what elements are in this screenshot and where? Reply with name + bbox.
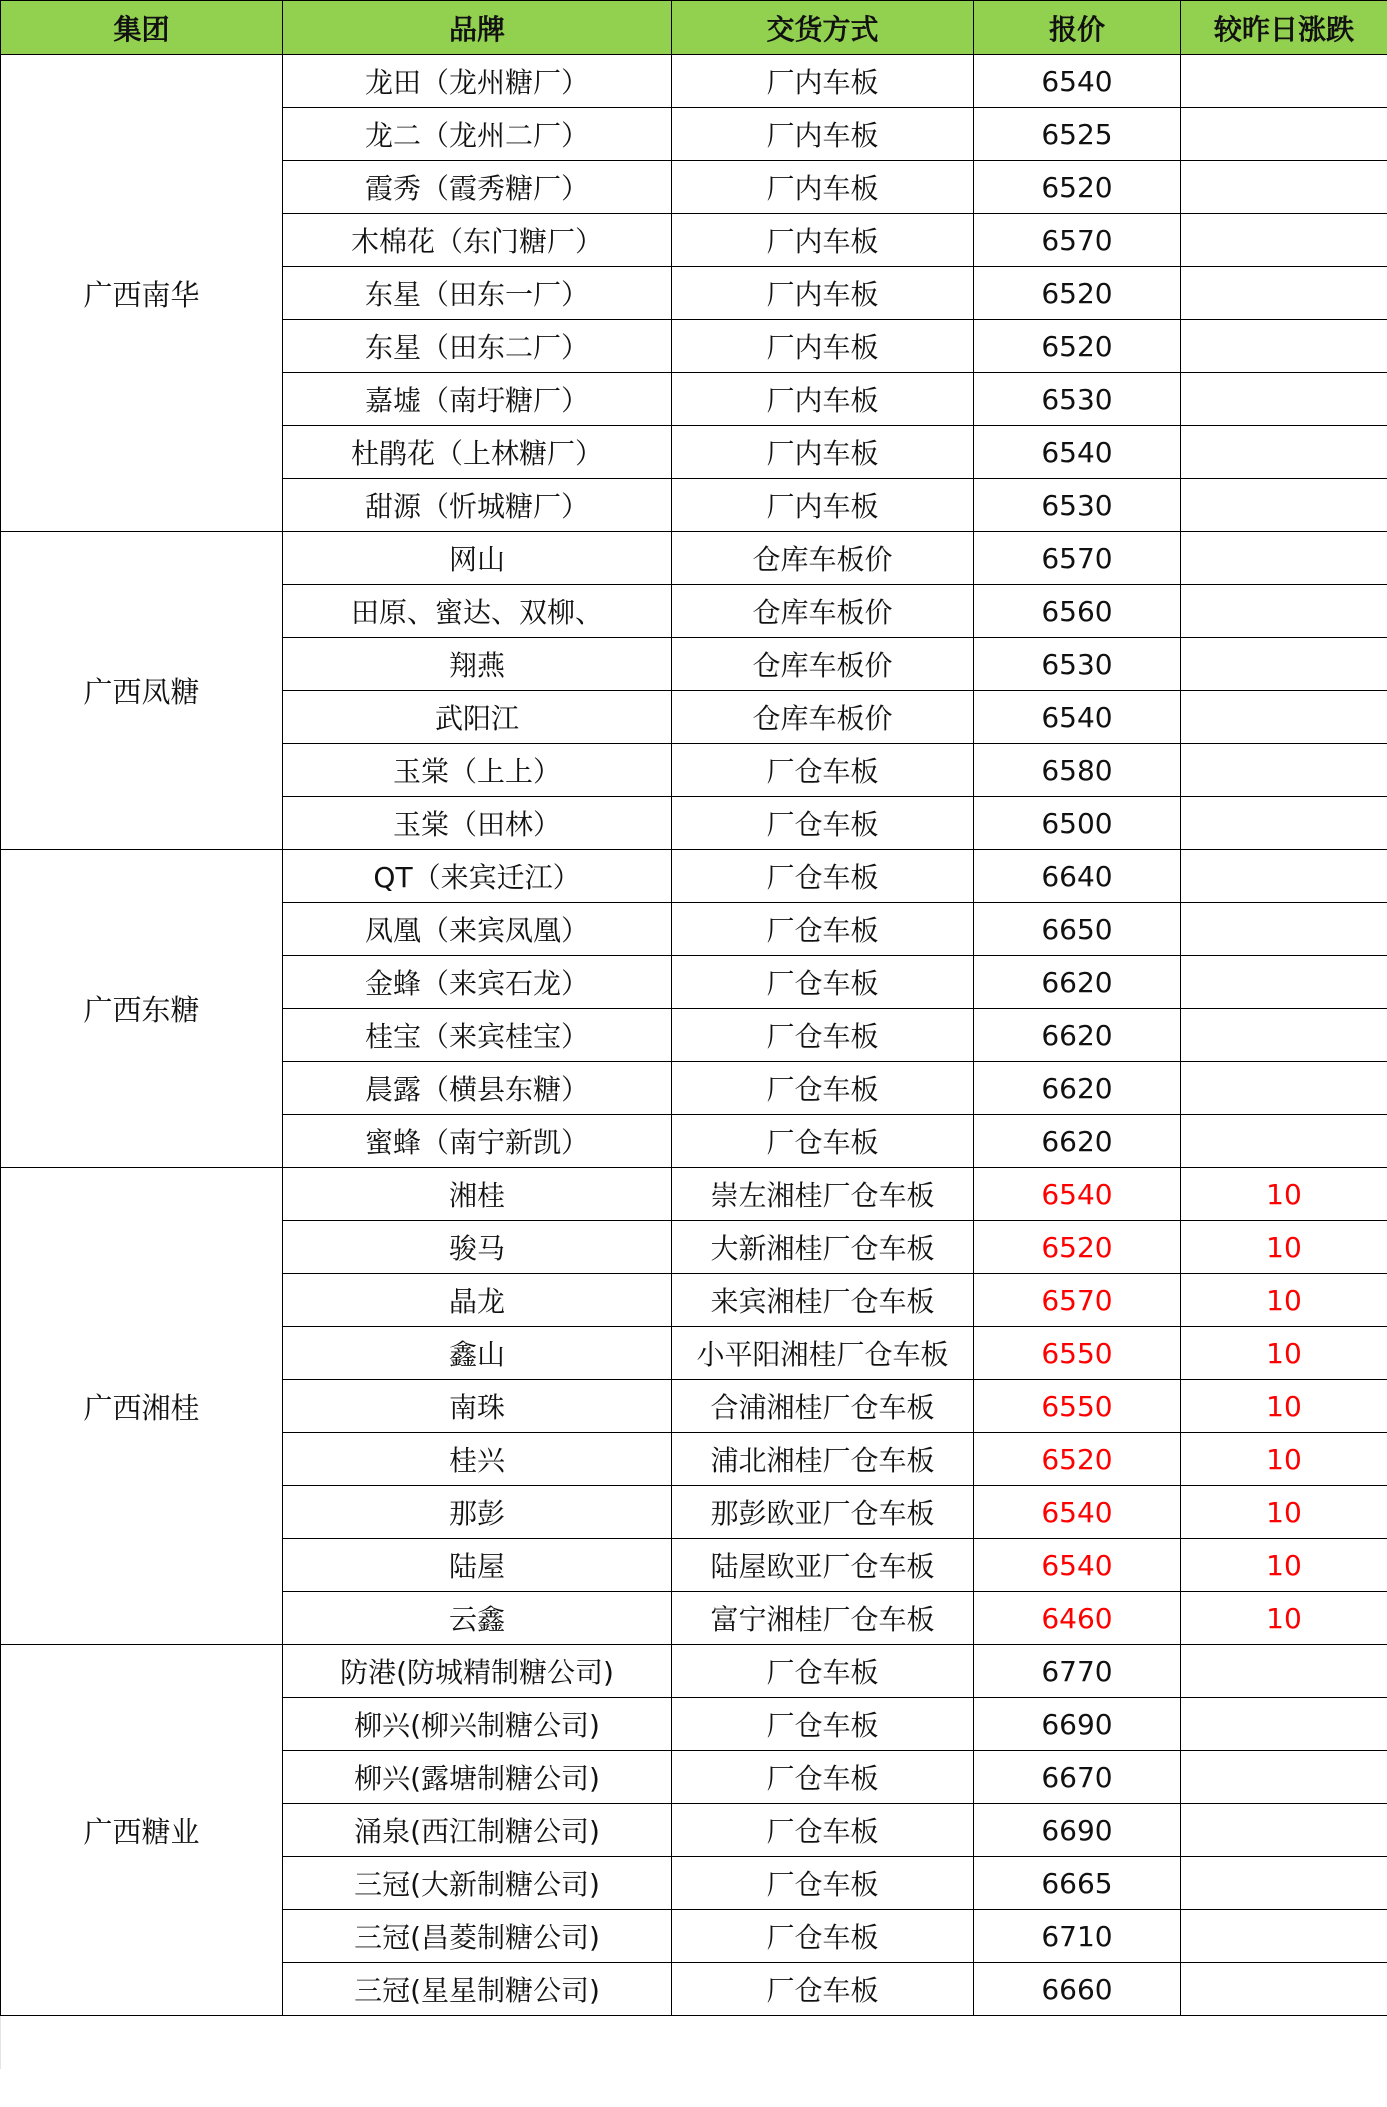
delivery-cell: 来宾湘桂厂仓车板 bbox=[672, 1274, 974, 1327]
price-cell: 6650 bbox=[974, 903, 1181, 956]
change-cell bbox=[1181, 956, 1387, 1009]
change-cell bbox=[1181, 903, 1387, 956]
delivery-cell: 厂内车板 bbox=[672, 108, 974, 161]
delivery-cell: 厂仓车板 bbox=[672, 797, 974, 850]
price-cell: 6560 bbox=[974, 585, 1181, 638]
change-cell: 10 bbox=[1181, 1433, 1387, 1486]
brand-cell: 柳兴(柳兴制糖公司) bbox=[283, 1698, 672, 1751]
delivery-cell: 浦北湘桂厂仓车板 bbox=[672, 1433, 974, 1486]
blank-tail bbox=[0, 2016, 1387, 2069]
price-cell: 6530 bbox=[974, 479, 1181, 532]
brand-cell: 柳兴(露塘制糖公司) bbox=[283, 1751, 672, 1804]
brand-cell: 田原、蜜达、双柳、 bbox=[283, 585, 672, 638]
brand-cell: 东星（田东一厂） bbox=[283, 267, 672, 320]
price-cell: 6520 bbox=[974, 1221, 1181, 1274]
price-cell: 6770 bbox=[974, 1645, 1181, 1698]
price-cell: 6570 bbox=[974, 1274, 1181, 1327]
brand-cell: 网山 bbox=[283, 532, 672, 585]
change-cell bbox=[1181, 532, 1387, 585]
price-cell: 6580 bbox=[974, 744, 1181, 797]
brand-cell: 桂宝（来宾桂宝） bbox=[283, 1009, 672, 1062]
brand-cell: 木棉花（东门糖厂） bbox=[283, 214, 672, 267]
header-price: 报价 bbox=[974, 1, 1181, 55]
group-cell: 广西南华 bbox=[1, 55, 283, 532]
delivery-cell: 厂仓车板 bbox=[672, 956, 974, 1009]
delivery-cell: 厂仓车板 bbox=[672, 1009, 974, 1062]
brand-cell: 南珠 bbox=[283, 1380, 672, 1433]
change-cell bbox=[1181, 55, 1387, 108]
price-cell: 6460 bbox=[974, 1592, 1181, 1645]
brand-cell: 云鑫 bbox=[283, 1592, 672, 1645]
brand-cell: 嘉墟（南圩糖厂） bbox=[283, 373, 672, 426]
price-cell: 6540 bbox=[974, 1168, 1181, 1221]
delivery-cell: 厂仓车板 bbox=[672, 850, 974, 903]
price-cell: 6620 bbox=[974, 1009, 1181, 1062]
delivery-cell: 厂仓车板 bbox=[672, 1751, 974, 1804]
delivery-cell: 仓库车板价 bbox=[672, 585, 974, 638]
brand-cell: 桂兴 bbox=[283, 1433, 672, 1486]
brand-cell: 晶龙 bbox=[283, 1274, 672, 1327]
price-cell: 6690 bbox=[974, 1698, 1181, 1751]
price-cell: 6520 bbox=[974, 320, 1181, 373]
price-cell: 6570 bbox=[974, 532, 1181, 585]
table-row bbox=[1, 850, 1387, 903]
group-cell: 广西凤糖 bbox=[1, 532, 283, 850]
price-cell: 6540 bbox=[974, 691, 1181, 744]
header-change: 较昨日涨跌 bbox=[1181, 1, 1387, 55]
change-cell: 10 bbox=[1181, 1539, 1387, 1592]
brand-cell: 蜜蜂（南宁新凯） bbox=[283, 1115, 672, 1168]
brand-cell: 甜源（忻城糖厂） bbox=[283, 479, 672, 532]
price-cell: 6525 bbox=[974, 108, 1181, 161]
change-cell bbox=[1181, 1115, 1387, 1168]
price-cell: 6520 bbox=[974, 1433, 1181, 1486]
change-cell bbox=[1181, 214, 1387, 267]
price-cell: 6540 bbox=[974, 426, 1181, 479]
delivery-cell: 厂内车板 bbox=[672, 320, 974, 373]
delivery-cell: 小平阳湘桂厂仓车板 bbox=[672, 1327, 974, 1380]
group-cell: 广西东糖 bbox=[1, 850, 283, 1168]
change-cell: 10 bbox=[1181, 1168, 1387, 1221]
change-cell bbox=[1181, 638, 1387, 691]
header-group: 集团 bbox=[1, 1, 283, 55]
change-cell bbox=[1181, 1009, 1387, 1062]
delivery-cell: 厂仓车板 bbox=[672, 1062, 974, 1115]
price-cell: 6665 bbox=[974, 1857, 1181, 1910]
brand-cell: 龙田（龙州糖厂） bbox=[283, 55, 672, 108]
brand-cell: QT（来宾迁江） bbox=[283, 850, 672, 903]
delivery-cell: 陆屋欧亚厂仓车板 bbox=[672, 1539, 974, 1592]
change-cell bbox=[1181, 426, 1387, 479]
price-cell: 6540 bbox=[974, 55, 1181, 108]
change-cell bbox=[1181, 1698, 1387, 1751]
delivery-cell: 大新湘桂厂仓车板 bbox=[672, 1221, 974, 1274]
change-cell bbox=[1181, 479, 1387, 532]
brand-cell: 陆屋 bbox=[283, 1539, 672, 1592]
change-cell: 10 bbox=[1181, 1221, 1387, 1274]
price-cell: 6620 bbox=[974, 956, 1181, 1009]
change-cell bbox=[1181, 691, 1387, 744]
brand-cell: 鑫山 bbox=[283, 1327, 672, 1380]
change-cell bbox=[1181, 1751, 1387, 1804]
change-cell bbox=[1181, 161, 1387, 214]
change-cell bbox=[1181, 744, 1387, 797]
delivery-cell: 厂内车板 bbox=[672, 426, 974, 479]
delivery-cell: 厂内车板 bbox=[672, 161, 974, 214]
brand-cell: 三冠(星星制糖公司) bbox=[283, 1963, 672, 2016]
delivery-cell: 厂仓车板 bbox=[672, 903, 974, 956]
delivery-cell: 富宁湘桂厂仓车板 bbox=[672, 1592, 974, 1645]
price-cell: 6620 bbox=[974, 1115, 1181, 1168]
delivery-cell: 厂仓车板 bbox=[672, 1115, 974, 1168]
table-body bbox=[1, 55, 1387, 2016]
change-cell bbox=[1181, 850, 1387, 903]
delivery-cell: 厂内车板 bbox=[672, 214, 974, 267]
price-cell: 6530 bbox=[974, 373, 1181, 426]
table-row bbox=[1, 55, 1387, 108]
delivery-cell: 厂内车板 bbox=[672, 55, 974, 108]
price-cell: 6620 bbox=[974, 1062, 1181, 1115]
change-cell: 10 bbox=[1181, 1592, 1387, 1645]
price-cell: 6540 bbox=[974, 1486, 1181, 1539]
change-cell bbox=[1181, 108, 1387, 161]
brand-cell: 晨露（横县东糖） bbox=[283, 1062, 672, 1115]
price-cell: 6570 bbox=[974, 214, 1181, 267]
table-row bbox=[1, 1645, 1387, 1698]
header-delivery: 交货方式 bbox=[672, 1, 974, 55]
brand-cell: 凤凰（来宾凤凰） bbox=[283, 903, 672, 956]
table-row bbox=[1, 532, 1387, 585]
change-cell bbox=[1181, 1804, 1387, 1857]
group-cell: 广西糖业 bbox=[1, 1645, 283, 2016]
delivery-cell: 崇左湘桂厂仓车板 bbox=[672, 1168, 974, 1221]
header-row bbox=[1, 1, 1387, 55]
delivery-cell: 厂仓车板 bbox=[672, 1804, 974, 1857]
change-cell bbox=[1181, 1062, 1387, 1115]
price-cell: 6550 bbox=[974, 1327, 1181, 1380]
change-cell bbox=[1181, 797, 1387, 850]
delivery-cell: 厂内车板 bbox=[672, 479, 974, 532]
price-cell: 6640 bbox=[974, 850, 1181, 903]
delivery-cell: 那彭欧亚厂仓车板 bbox=[672, 1486, 974, 1539]
change-cell bbox=[1181, 373, 1387, 426]
change-cell bbox=[1181, 267, 1387, 320]
delivery-cell: 仓库车板价 bbox=[672, 532, 974, 585]
delivery-cell: 厂内车板 bbox=[672, 373, 974, 426]
delivery-cell: 厂仓车板 bbox=[672, 1645, 974, 1698]
brand-cell: 三冠(大新制糖公司) bbox=[283, 1857, 672, 1910]
delivery-cell: 仓库车板价 bbox=[672, 691, 974, 744]
price-cell: 6690 bbox=[974, 1804, 1181, 1857]
brand-cell: 玉棠（田林） bbox=[283, 797, 672, 850]
brand-cell: 玉棠（上上） bbox=[283, 744, 672, 797]
change-cell: 10 bbox=[1181, 1380, 1387, 1433]
change-cell bbox=[1181, 1963, 1387, 2016]
delivery-cell: 厂仓车板 bbox=[672, 744, 974, 797]
price-cell: 6710 bbox=[974, 1910, 1181, 1963]
delivery-cell: 仓库车板价 bbox=[672, 638, 974, 691]
brand-cell: 涌泉(西江制糖公司) bbox=[283, 1804, 672, 1857]
group-cell: 广西湘桂 bbox=[1, 1168, 283, 1645]
brand-cell: 武阳江 bbox=[283, 691, 672, 744]
brand-cell: 三冠(昌菱制糖公司) bbox=[283, 1910, 672, 1963]
price-cell: 6530 bbox=[974, 638, 1181, 691]
delivery-cell: 厂仓车板 bbox=[672, 1910, 974, 1963]
brand-cell: 防港(防城精制糖公司) bbox=[283, 1645, 672, 1698]
price-cell: 6550 bbox=[974, 1380, 1181, 1433]
price-cell: 6670 bbox=[974, 1751, 1181, 1804]
change-cell bbox=[1181, 320, 1387, 373]
brand-cell: 东星（田东二厂） bbox=[283, 320, 672, 373]
price-cell: 6660 bbox=[974, 1963, 1181, 2016]
price-cell: 6520 bbox=[974, 161, 1181, 214]
delivery-cell: 厂仓车板 bbox=[672, 1963, 974, 2016]
change-cell bbox=[1181, 1857, 1387, 1910]
brand-cell: 金蜂（来宾石龙） bbox=[283, 956, 672, 1009]
header-brand: 品牌 bbox=[283, 1, 672, 55]
brand-cell: 霞秀（霞秀糖厂） bbox=[283, 161, 672, 214]
price-cell: 6540 bbox=[974, 1539, 1181, 1592]
brand-cell: 骏马 bbox=[283, 1221, 672, 1274]
delivery-cell: 厂仓车板 bbox=[672, 1698, 974, 1751]
change-cell bbox=[1181, 585, 1387, 638]
price-cell: 6500 bbox=[974, 797, 1181, 850]
delivery-cell: 合浦湘桂厂仓车板 bbox=[672, 1380, 974, 1433]
delivery-cell: 厂内车板 bbox=[672, 267, 974, 320]
change-cell bbox=[1181, 1910, 1387, 1963]
brand-cell: 湘桂 bbox=[283, 1168, 672, 1221]
change-cell: 10 bbox=[1181, 1486, 1387, 1539]
brand-cell: 翔燕 bbox=[283, 638, 672, 691]
table-row bbox=[1, 1168, 1387, 1221]
price-cell: 6520 bbox=[974, 267, 1181, 320]
change-cell bbox=[1181, 1645, 1387, 1698]
brand-cell: 龙二（龙州二厂） bbox=[283, 108, 672, 161]
brand-cell: 杜鹃花（上林糖厂） bbox=[283, 426, 672, 479]
change-cell: 10 bbox=[1181, 1327, 1387, 1380]
change-cell: 10 bbox=[1181, 1274, 1387, 1327]
brand-cell: 那彭 bbox=[283, 1486, 672, 1539]
delivery-cell: 厂仓车板 bbox=[672, 1857, 974, 1910]
